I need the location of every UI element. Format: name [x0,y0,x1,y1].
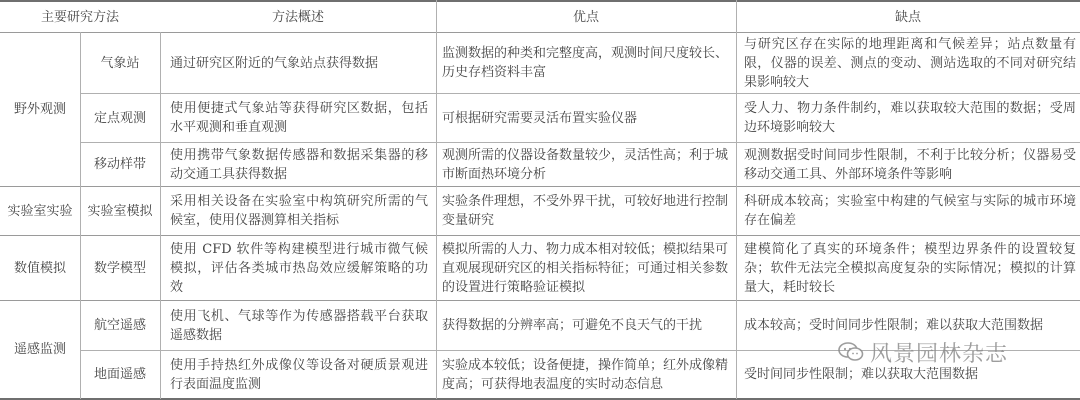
table-row-pros: 实验条件理想，不受外界干扰，可较好地进行控制变量研究 [442,194,729,228]
table-row-cons: 受人力、物力条件制约，难以获取较大范围的数据；受周边环境影响较大 [744,101,1076,135]
table-row-pros: 获得数据的分辨率高；可避免不良天气的干扰 [442,318,703,333]
table-row-overview: 使用手持热红外成像仪等设备对硬质景观进行表面温度监测 [170,357,428,392]
group-remote-sensing: 遥感监测 [13,342,66,357]
watermark-text: 风景园林杂志 [870,341,1009,367]
table-row-pros: 实验成本较低；设备便捷，操作简单；红外成像精度高；可获得地表温度的实时动态信息 [442,357,729,392]
table-row-method: 实验室模拟 [87,203,153,219]
table-row-overview: 使用便捷式气象站等获得研究区数据，包括水平观测和垂直观测 [170,101,428,135]
table-row-overview: 采用相关设备在实验室中构筑研究所需的气候室，使用仪器测算相关指标 [170,194,428,228]
table-row-cons: 建模简化了真实的环境条件；模型边界条件的设置较复杂；软件无法完全模拟高度复杂的实际情况；模拟的计算量大，耗时较长 [744,241,1076,295]
column-divider [160,32,161,399]
table-row-overview: 使用 CFD 软件等构建模型进行城市微气候模拟，评估各类城市热岛效应缓解策略的功效 [170,241,428,295]
table-row-overview: 使用飞机、气球等作为传感器搭载平台获取遥感数据 [170,308,428,343]
table-row-cons: 观测数据受时间同步性限制，不利于比较分析；仪器易受移动交通工具、外部环境条件等影响 [744,147,1076,182]
table-row-method: 气象站 [100,55,140,71]
table-row-overview: 使用携带气象数据传感器和数据采集器的移动交通工具获得数据 [170,147,428,182]
header-cons: 缺点 [894,9,921,25]
watermark [838,337,1008,367]
header-method: 主要研究方法 [40,9,119,25]
table-row-pros: 监测数据的种类和完整度高，观测时间尺度较长、历史存档资料丰富 [442,46,729,80]
table-row-pros: 观测所需的仪器设备数量较少，灵活性高；利于城市断面热环境分析 [442,147,729,182]
group-field-observation: 野外观测 [13,102,66,117]
table-row-method: 航空遥感 [93,318,146,333]
table-row-cons: 与研究区存在实际的地理距离和气候差异；站点数量有限，仪器的误差、测点的变动、测站选取的不同对研究结果影响较大 [744,36,1076,90]
table-row-cons: 科研成本较高；实验室中构建的气候室与实际的城市环境存在偏差 [744,194,1076,228]
table-row-method: 数学模型 [93,260,146,276]
column-divider [436,0,437,399]
group-lab-experiment: 实验室实验 [7,203,73,219]
table-row-cons: 成本较高；受时间同步性限制；难以获取大范围数据 [744,318,1044,333]
header-pros: 优点 [572,9,599,25]
table-row-method: 地面遥感 [93,367,146,382]
table-row-method: 移动样带 [93,157,146,172]
group-numerical-simulation: 数值模拟 [13,260,66,276]
column-divider [736,0,737,399]
chat-bubble-icon [838,341,864,363]
table-row-pros: 模拟所需的人力、物力成本相对较低；模拟结果可直观展现研究区的相关指标特征；可通过相关参数的设置进行策略验证模拟 [442,241,729,295]
table-row-pros: 可根据研究需要灵活布置实验仪器 [442,110,638,126]
table-row-overview: 通过研究区附近的气象站点获得数据 [170,55,379,71]
header-overview: 方法概述 [271,9,324,25]
table-row-method: 定点观测 [93,110,146,126]
table-row-cons: 受时间同步性限制；难以获取大范围数据 [744,367,979,382]
